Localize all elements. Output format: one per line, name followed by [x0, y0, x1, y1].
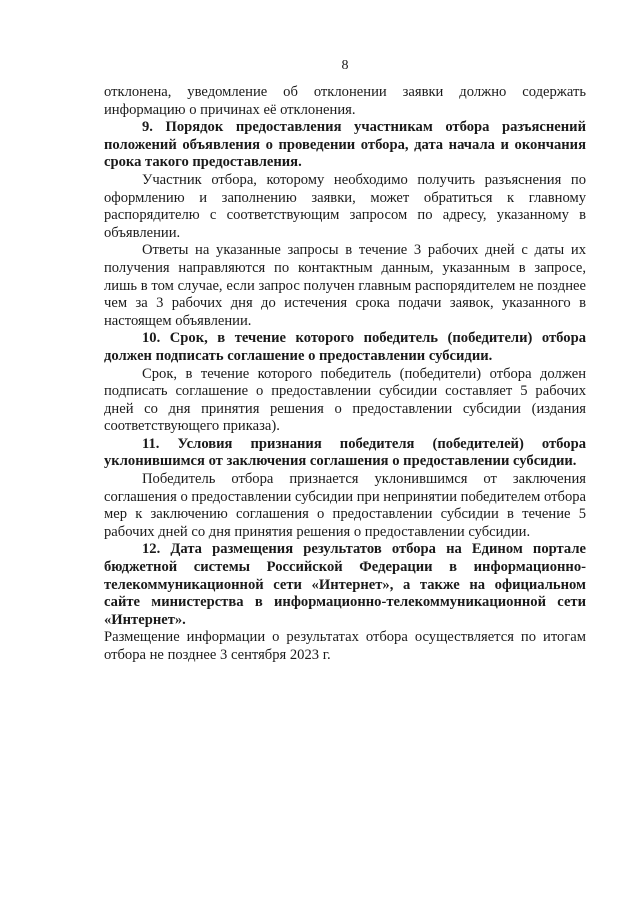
page-number: 8 — [341, 58, 349, 73]
paragraph-clarification-response: Ответы на указанные запросы в течение 3 рабочих дней с даты их получения направляются по контактным данным, указанным в запросе, лишь в том случае, если запрос получен главным распорядителем не позднее чем за 3 рабочих дня до истечения срока подачи заявок, указанного в настоящем объявлении. — [104, 242, 586, 329]
paragraph-signing-term: Срок, в течение которого победитель (победители) отбора должен подписать соглашение о предоставлении субсидии составляет 5 рабочих дней со дня принятия решения о предоставлении субсидии (издания соответствующего приказа). — [104, 365, 586, 435]
section-heading-9: 9. Порядок предоставления участникам отбора разъяснений положений объявления о проведении отбора, дата начала и окончания срока такого предоставления. — [104, 119, 586, 171]
document-body — [104, 84, 586, 665]
paragraph-evasion-conditions: Победитель отбора признается уклонившимся от заключения соглашения о предоставлении субсидии при непринятии победителем отбора мер к заключению соглашения о предоставлении субсидии в течение 5 рабочих дней со дня принятия решения о предоставлении субсидии. — [104, 471, 587, 540]
paragraph-clarification-request: Участник отбора, которому необходимо получить разъяснения по оформлению и заполнению заявки, может обратиться к главному распорядителю с соответствующим запросом по адресу, указанному в объявлении. — [104, 171, 586, 241]
section-heading-12: 12. Дата размещения результатов отбора на Едином портале бюджетной системы Российской Федерации в информационно-телекоммуникационной сети «Интернет», а также на официальном сайте министерства в информационно-телекоммуникационной сети «Интернет». — [104, 541, 586, 628]
section-heading-10: 10. Срок, в течение которого победитель (победители) отбора должен подписать соглашение о предоставлении субсидии. — [104, 330, 586, 364]
paragraph-results-publication: Размещение информации о результатах отбора осуществляется по итогам отбора не позднее 3 сентября 2023 г. — [104, 629, 586, 663]
section-heading-11: 11. Условия признания победителя (победителей) отбора уклонившимся от заключения соглашения о предоставлении субсидии. — [104, 435, 586, 470]
paragraph-rejection-tail: отклонена, уведомление об отклонении заявки должно содержать информацию о причинах её отклонения. — [104, 84, 586, 118]
